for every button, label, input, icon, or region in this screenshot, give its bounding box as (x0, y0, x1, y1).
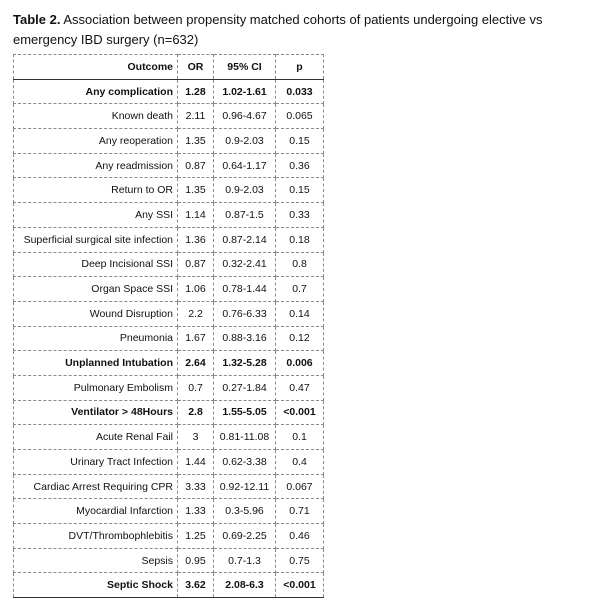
cell-outcome: DVT/Thrombophlebitis (14, 524, 178, 549)
cell-p: 0.033 (276, 79, 324, 104)
table-row (14, 425, 324, 450)
cell-outcome: Organ Space SSI (14, 277, 178, 302)
cell-outcome: Pulmonary Embolism (14, 375, 178, 400)
cell-outcome: Any complication (14, 79, 178, 104)
table-row (14, 375, 324, 400)
cell-ci: 0.92-12.11 (214, 474, 276, 499)
cell-p: 0.1 (276, 425, 324, 450)
results-table (13, 54, 324, 598)
cell-ci: 1.32-5.28 (214, 351, 276, 376)
table-row (14, 301, 324, 326)
cell-p: 0.065 (276, 104, 324, 129)
table-row (14, 104, 324, 129)
cell-ci: 0.62-3.38 (214, 450, 276, 475)
cell-p: 0.7 (276, 277, 324, 302)
cell-ci: 1.55-5.05 (214, 400, 276, 425)
table-row (14, 573, 324, 598)
cell-or: 1.35 (178, 178, 214, 203)
cell-p: 0.47 (276, 375, 324, 400)
cell-or: 2.8 (178, 400, 214, 425)
table-row (14, 153, 324, 178)
cell-p: <0.001 (276, 573, 324, 598)
cell-outcome: Deep Incisional SSI (14, 252, 178, 277)
cell-p: 0.14 (276, 301, 324, 326)
cell-or: 1.28 (178, 79, 214, 104)
cell-outcome: Cardiac Arrest Requiring CPR (14, 474, 178, 499)
table-row (14, 326, 324, 351)
table-row (14, 450, 324, 475)
cell-ci: 1.02-1.61 (214, 79, 276, 104)
table-row (14, 277, 324, 302)
cell-outcome: Any SSI (14, 203, 178, 228)
cell-p: 0.4 (276, 450, 324, 475)
cell-or: 1.36 (178, 227, 214, 252)
cell-p: 0.15 (276, 129, 324, 154)
cell-outcome: Acute Renal Fail (14, 425, 178, 450)
table-row (14, 548, 324, 573)
cell-or: 1.35 (178, 129, 214, 154)
table-caption (13, 10, 603, 50)
cell-or: 0.7 (178, 375, 214, 400)
header-or: OR (178, 55, 214, 80)
table-row (14, 351, 324, 376)
cell-or: 1.44 (178, 450, 214, 475)
cell-or: 3.62 (178, 573, 214, 598)
cell-ci: 0.7-1.3 (214, 548, 276, 573)
cell-p: 0.8 (276, 252, 324, 277)
cell-outcome: Septic Shock (14, 573, 178, 598)
table-row (14, 499, 324, 524)
table-caption-text: Association between propensity matched cohorts of patients undergoing elective vs emergency IBD surgery (n=632) (13, 12, 543, 47)
table-header (14, 55, 324, 80)
table-row (14, 79, 324, 104)
table-row (14, 227, 324, 252)
cell-ci: 0.9-2.03 (214, 129, 276, 154)
cell-or: 0.87 (178, 153, 214, 178)
cell-p: 0.71 (276, 499, 324, 524)
cell-outcome: Ventilator > 48Hours (14, 400, 178, 425)
cell-ci: 0.78-1.44 (214, 277, 276, 302)
cell-or: 3 (178, 425, 214, 450)
cell-or: 2.64 (178, 351, 214, 376)
cell-ci: 0.88-3.16 (214, 326, 276, 351)
table-caption-label: Table 2. (13, 12, 61, 27)
cell-outcome: Return to OR (14, 178, 178, 203)
header-outcome: Outcome (14, 55, 178, 80)
header-ci: 95% CI (214, 55, 276, 80)
cell-or: 3.33 (178, 474, 214, 499)
table-row (14, 474, 324, 499)
cell-or: 0.87 (178, 252, 214, 277)
cell-outcome: Pneumonia (14, 326, 178, 351)
cell-or: 2.11 (178, 104, 214, 129)
cell-or: 1.14 (178, 203, 214, 228)
cell-outcome: Myocardial Infarction (14, 499, 178, 524)
cell-p: 0.33 (276, 203, 324, 228)
cell-ci: 0.3-5.96 (214, 499, 276, 524)
cell-ci: 2.08-6.3 (214, 573, 276, 598)
cell-or: 1.33 (178, 499, 214, 524)
table-row (14, 252, 324, 277)
cell-ci: 0.76-6.33 (214, 301, 276, 326)
cell-outcome: Superficial surgical site infection (14, 227, 178, 252)
cell-p: 0.15 (276, 178, 324, 203)
table-row (14, 203, 324, 228)
table-row (14, 524, 324, 549)
cell-ci: 0.69-2.25 (214, 524, 276, 549)
cell-p: 0.067 (276, 474, 324, 499)
cell-p: 0.12 (276, 326, 324, 351)
header-row (14, 55, 324, 80)
table-row (14, 400, 324, 425)
cell-p: 0.36 (276, 153, 324, 178)
cell-outcome: Unplanned Intubation (14, 351, 178, 376)
cell-outcome: Urinary Tract Infection (14, 450, 178, 475)
cell-ci: 0.96-4.67 (214, 104, 276, 129)
cell-p: 0.75 (276, 548, 324, 573)
cell-ci: 0.32-2.41 (214, 252, 276, 277)
cell-outcome: Any readmission (14, 153, 178, 178)
cell-ci: 0.9-2.03 (214, 178, 276, 203)
cell-p: 0.006 (276, 351, 324, 376)
cell-or: 1.67 (178, 326, 214, 351)
cell-ci: 0.87-2.14 (214, 227, 276, 252)
cell-outcome: Sepsis (14, 548, 178, 573)
cell-or: 0.95 (178, 548, 214, 573)
cell-outcome: Wound Disruption (14, 301, 178, 326)
cell-ci: 0.27-1.84 (214, 375, 276, 400)
cell-outcome: Known death (14, 104, 178, 129)
cell-p: 0.46 (276, 524, 324, 549)
cell-or: 1.25 (178, 524, 214, 549)
table-row (14, 178, 324, 203)
cell-or: 2.2 (178, 301, 214, 326)
cell-outcome: Any reoperation (14, 129, 178, 154)
table-body (14, 79, 324, 597)
cell-p: 0.18 (276, 227, 324, 252)
cell-ci: 0.64-1.17 (214, 153, 276, 178)
cell-ci: 0.81-11.08 (214, 425, 276, 450)
cell-ci: 0.87-1.5 (214, 203, 276, 228)
table-row (14, 129, 324, 154)
header-p: p (276, 55, 324, 80)
cell-or: 1.06 (178, 277, 214, 302)
cell-p: <0.001 (276, 400, 324, 425)
